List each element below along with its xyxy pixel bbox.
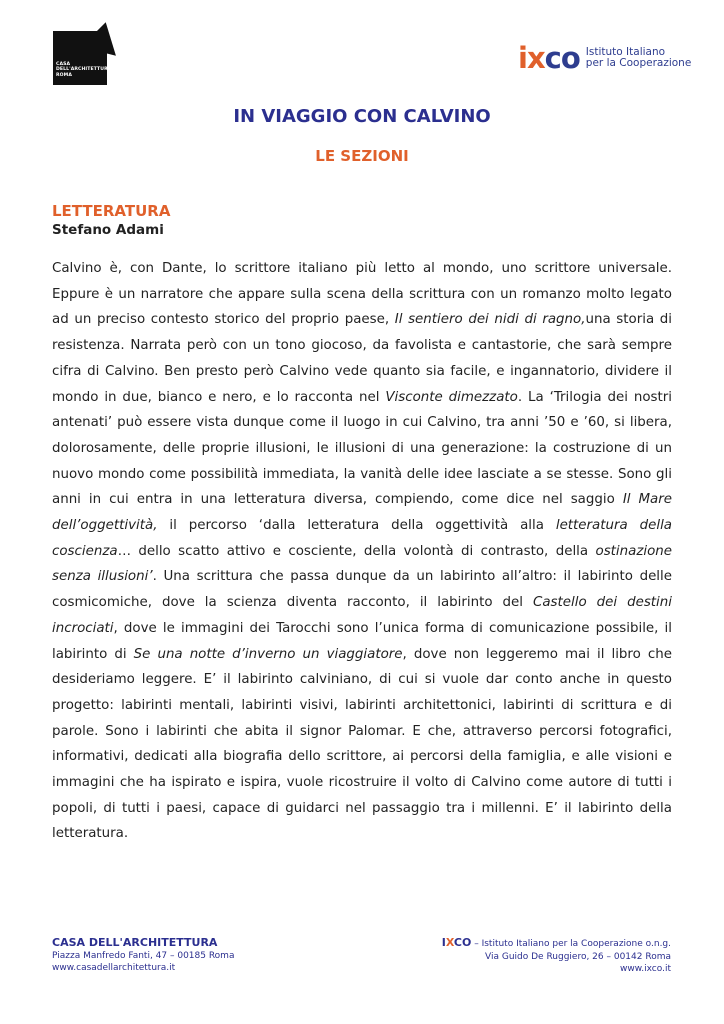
logo-text-line-1: CASA (56, 62, 71, 67)
ixco-logo (518, 43, 691, 73)
body-run-italic: Visconte dimezzato (385, 389, 518, 405)
section-author: Stefano Adami (52, 222, 164, 238)
footer-brand-i: I (441, 936, 446, 949)
ixco-tagline-line-2: per la Cooperazione (585, 57, 692, 69)
ixco-mark-co: co (544, 41, 580, 75)
footer-brand-co: CO (453, 936, 472, 949)
footer-right-org-name: – Istituto Italiano per la Cooperazione o.n.g. (471, 939, 671, 949)
body-run: una storia di resistenza. Narrata però con un tono giocoso, da favolista e cantastorie, che sarà sempre cifra di Calvino. Ben presto però Calvino vede quanto sia facile, e ingannatorio, dividere il mondo in due, bianco e nero, e lo racconta nel (52, 312, 672, 405)
ixco-tagline-line-1: Istituto Italiano (585, 46, 666, 58)
section-heading: LETTERATURA (52, 202, 171, 220)
footer-brand-x: X (445, 936, 454, 949)
casa-architettura-logo (53, 17, 115, 85)
logo-text (56, 62, 111, 78)
document-title: IN VIAGGIO CON CALVINO (233, 106, 491, 127)
body-run-italic: letteratura della coscienza (52, 518, 672, 559)
body-run-italic: Il sentiero dei nidi di ragno, (394, 312, 586, 328)
body-run: il percorso ‘dalla letteratura della oggettività alla (157, 518, 556, 534)
ixco-mark-i: i (518, 41, 527, 75)
body-run: … dello scatto attivo e cosciente, della volontà di contrasto, della (117, 543, 596, 559)
logo-text-line-3: ROMA (56, 72, 72, 78)
body-run-italic: Il Mare dell’oggettività, (52, 492, 672, 534)
body-run: . Una scrittura che passa dunque da un labirinto all’altro: il labirinto delle cosmicomiche, dove la scienza diventa racconto, il labirinto del (52, 569, 672, 611)
logo-text-line-2: DELL'ARCHITETTURA (56, 67, 112, 73)
footer-right-line-1 (442, 936, 671, 951)
footer-left (52, 936, 234, 974)
body-run-italic: Castello dei destini incrociati (52, 595, 672, 636)
footer-right (442, 936, 671, 975)
ixco-mark (518, 43, 580, 73)
footer-left-website-link[interactable]: www.casadellarchitettura.it (52, 963, 176, 973)
body-run: , dove non leggeremo mai il libro che desideriamo leggere. E’ il labirinto calviniano, di cui si vuole dar conto anche in questo progetto: labirinti mentali, labirinti visivi, labirinti architettonici, labirinti di scrittura e di parole. Sono i labirinti che abita il signor Palomar. E che, attraverso percorsi fotografici, informativi, dedicati alla biografia dello scrittore, ai percorsi della famiglia, e alle visioni e immagini che ha ispirato e ispira, vuole ricostruire il volto di Calvino come autore di tutti i popoli, di tutti i paesi, capace di guidarci nel passaggio tra i millenni. E’ il labirinto della letteratura. (52, 646, 672, 842)
body-run-italic: Se una notte d’inverno un viaggiatore (133, 646, 403, 662)
footer-right-website-link[interactable]: www.ixco.it (620, 964, 671, 974)
footer-left-name: CASA DELL'ARCHITETTURA (52, 936, 218, 949)
body-paragraph (52, 256, 672, 847)
body-run: , dove le immagini dei Tarocchi sono l’unica forma di comunicazione possibile, il labirinto di (52, 620, 672, 662)
ixco-tagline (586, 47, 692, 69)
body-run-italic: ostinazione senza illusioni’ (52, 543, 672, 585)
footer-left-address: Piazza Manfredo Fanti, 47 – 00185 Roma (52, 951, 235, 961)
body-run: Calvino è, con Dante, lo scrittore italiano più letto al mondo, uno scrittore universale. Eppure è un narratore che appare sulla scena della scrittura con un romanzo molto legato ad un preciso contesto storico del proprio paese, (52, 261, 672, 328)
body-run: . La ‘Trilogia dei nostri antenati’ può essere vista dunque come il luogo in cui Calvino, tra anni ’50 e ’60, si libera, dolorosamente, delle proprie illusioni, le illusioni di una generazione: la costruzione di un nuovo mondo come possibilità immediata, la vanità delle idee lasciate a se stesse. Sono gli anni in cui entra in una letteratura diversa, compiendo, come dice nel saggio (52, 389, 672, 508)
footer-right-brand (442, 936, 472, 949)
ixco-mark-x: x (526, 41, 545, 75)
footer-right-address: Via Guido De Ruggiero, 26 – 00142 Roma (485, 952, 671, 962)
document-subtitle: LE SEZIONI (315, 147, 409, 165)
